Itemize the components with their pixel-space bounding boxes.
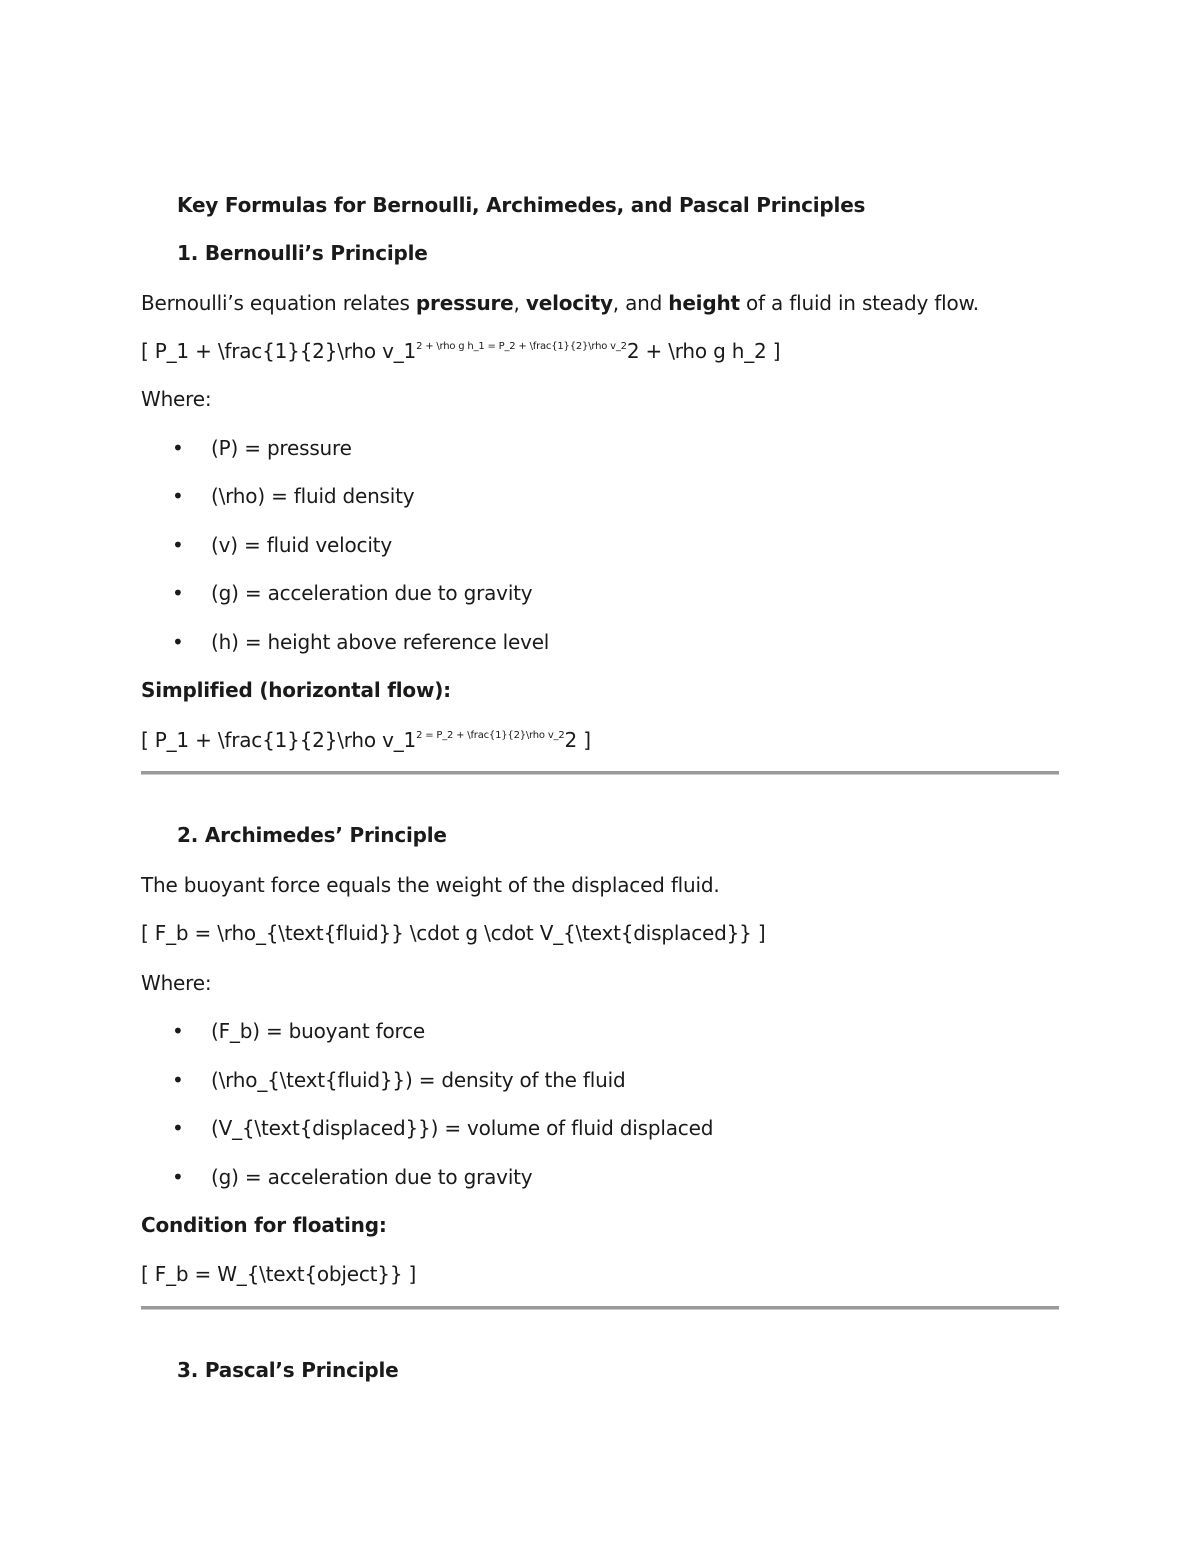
bullet: •: [172, 630, 184, 654]
horizontal-rule: [141, 771, 1059, 775]
bullet: •: [172, 1116, 184, 1140]
where-label: Where:: [141, 971, 212, 995]
bullet: •: [172, 533, 184, 557]
intro-bold-height: height: [668, 291, 740, 315]
document-title: Key Formulas for Bernoulli, Archimedes, and Pascal Principles: [177, 193, 866, 217]
list-item: (g) = acceleration due to gravity: [211, 1165, 533, 1189]
list-item: (P) = pressure: [211, 436, 352, 460]
simplified-equation: [141, 727, 591, 753]
bullet: •: [172, 436, 184, 460]
where-label: Where:: [141, 387, 212, 411]
equation-superscript: 2 + \rho g h_1 = P_2 + \frac{1}{2}\rho v_2: [416, 341, 627, 352]
intro-text: ,: [513, 291, 526, 315]
intro-text: of a fluid in steady flow.: [739, 291, 979, 315]
section-heading-archimedes: 2. Archimedes’ Principle: [177, 823, 447, 847]
intro-bold-velocity: velocity: [525, 291, 613, 315]
equation-part: [ P_1 + \frac{1}{2}\rho v_1: [141, 339, 417, 363]
condition-equation: [ F_b = W_{\text{object}} ]: [141, 1262, 417, 1286]
bullet: •: [172, 1019, 184, 1043]
archimedes-intro: The buoyant force equals the weight of the displaced fluid.: [141, 873, 720, 897]
bernoulli-intro: [141, 290, 979, 316]
section-heading-bernoulli: 1. Bernoulli’s Principle: [177, 241, 428, 265]
list-item: (g) = acceleration due to gravity: [211, 581, 533, 605]
bernoulli-equation: [141, 338, 780, 364]
bullet: •: [172, 581, 184, 605]
section-heading-pascal: 3. Pascal’s Principle: [177, 1358, 399, 1382]
list-item: (h) = height above reference level: [211, 630, 550, 654]
bullet: •: [172, 1165, 184, 1189]
bullet: •: [172, 484, 184, 508]
archimedes-equation: [ F_b = \rho_{\text{fluid}} \cdot g \cdot V_{\text{displaced}} ]: [141, 921, 766, 945]
simplified-label: Simplified (horizontal flow):: [141, 678, 451, 702]
intro-text: , and: [612, 291, 669, 315]
list-item: (v) = fluid velocity: [211, 533, 392, 557]
horizontal-rule: [141, 1306, 1059, 1310]
list-item: (\rho_{\text{fluid}}) = density of the fluid: [211, 1068, 626, 1092]
equation-part: [ P_1 + \frac{1}{2}\rho v_1: [141, 728, 417, 752]
intro-bold-pressure: pressure: [415, 291, 514, 315]
equation-superscript: 2 = P_2 + \frac{1}{2}\rho v_2: [416, 730, 565, 741]
condition-label: Condition for floating:: [141, 1213, 387, 1237]
list-item: (\rho) = fluid density: [211, 484, 415, 508]
list-item: (F_b) = buoyant force: [211, 1019, 426, 1043]
bullet: •: [172, 1068, 184, 1092]
intro-text: Bernoulli’s equation relates: [141, 291, 416, 315]
list-item: (V_{\text{displaced}}) = volume of fluid displaced: [211, 1116, 714, 1140]
equation-part: 2 ]: [564, 728, 591, 752]
equation-part: 2 + \rho g h_2 ]: [626, 339, 781, 363]
